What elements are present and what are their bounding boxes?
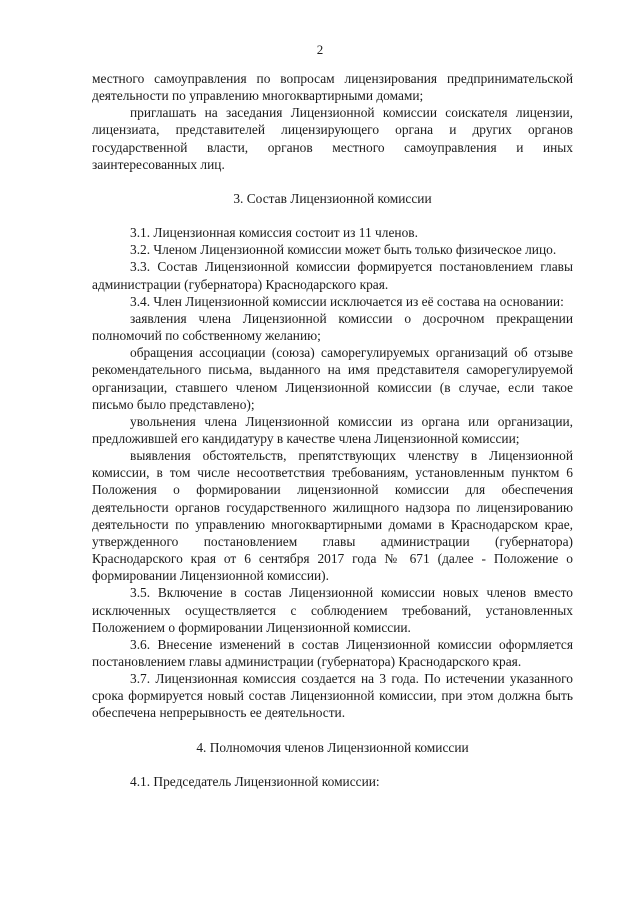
paragraph: 3.1. Лицензионная комиссия состоит из 11 членов. [130, 225, 418, 241]
paragraph: 4.1. Председатель Лицензионной комиссии: [130, 773, 380, 789]
paragraph: 3.3. Состав Лицензионной комиссии формируется постановлением главы администрации (губернатора) Краснодарского края. [92, 259, 573, 292]
paragraph: 3.2. Членом Лицензионной комиссии может быть только физическое лицо. [130, 242, 557, 258]
paragraph: 3.4. Член Лицензионной комиссии исключается из её состава на основании: [130, 293, 564, 309]
paragraph: заявления члена Лицензионной комиссии о досрочном прекращении полномочий по собственному желанию; [92, 310, 573, 344]
document-body [92, 70, 573, 790]
page-number: 2 [316, 42, 324, 57]
paragraph: увольнения члена Лицензионной комиссии из органа или организации, предложившей его кандидатуру в качестве члена Лицензионной комиссии; [92, 413, 573, 446]
paragraph: 3.5. Включение в состав Лицензионной комиссии новых членов вместо исключенных осуществляется с соблюдением требований, установленных Положением о формировании Лицензионной комиссии. [92, 585, 573, 635]
paragraph: обращения ассоциации (союза) саморегулируемых организаций об отзыве рекомендательного письма, выданного на имя представителя саморегулируемой организации, ставшего членом Лицензионной комиссии (в случае, если такое письмо было представлено); [92, 345, 573, 412]
paragraph: приглашать на заседания Лицензионной комиссии соискателя лицензии, лицензиата, представителей лицензирующего органа и других органов государственной власти, органов местного самоуправления и иных заинтересованных лиц. [92, 105, 573, 172]
paragraph: выявления обстоятельств, препятствующих членству в Лицензионной комиссии, в том числе несоответствия требованиям, установленным пунктом 6 Положения о формировании лицензионной комиссии для обеспечения деятельности органов государственного жилищного надзора по лицензированию деятельности по управлению многоквартирными домами в Краснодарском крае, утвержденного постановлением главы администрации (губернатора) Краснодарского края от 6 сентября 2017 года № 671 (далее - Положение о формировании Лицензионной комиссии). [92, 448, 573, 584]
paragraph: местного самоуправления по вопросам лицензирования предпринимательской деятельности по управлению многоквартирными домами; [92, 71, 573, 104]
paragraph: 3.6. Внесение изменений в состав Лицензионной комиссии оформляется постановлением главы администрации (губернатора) Краснодарского края. [92, 636, 573, 669]
section-heading: 3. Состав Лицензионной комиссии [233, 190, 432, 206]
section-heading: 4. Полномочия членов Лицензионной комиссии [196, 739, 469, 755]
paragraph: 3.7. Лицензионная комиссия создается на 3 года. По истечении указанного срока формируется новый состав Лицензионной комиссии, при этом должна быть обеспечена непрерывность ее деятельности. [92, 671, 573, 721]
